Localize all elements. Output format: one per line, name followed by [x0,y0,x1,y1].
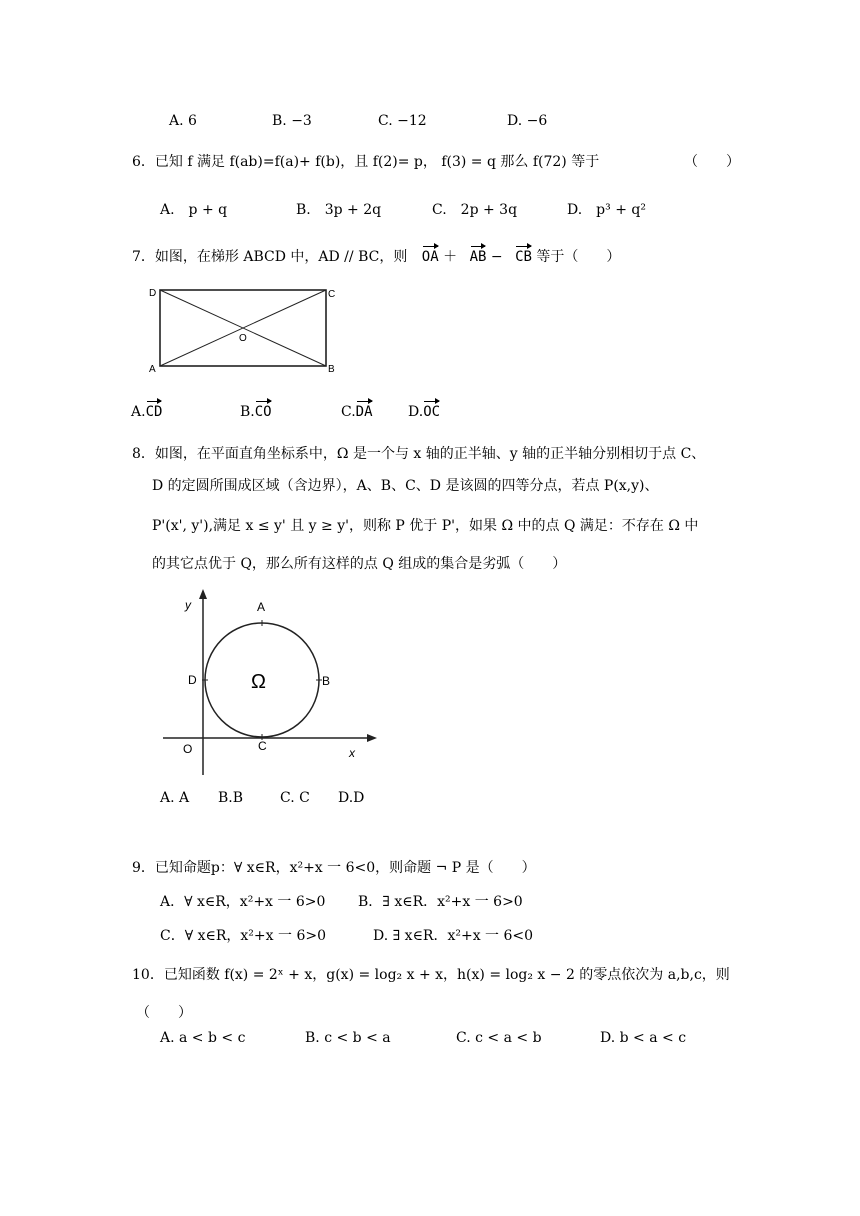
q8-option-a: A. A [160,790,190,806]
q5-option-b: B. −3 [272,113,312,129]
q7-figure [146,280,346,378]
q7-option-b: B.CO [240,404,272,420]
q10-option-b: B. c < b < a [305,1030,391,1046]
q7-option-a: A.CD [131,404,163,420]
q6-option-d: D. p³ + q² [567,202,646,218]
q8-line-1: 8．如图，在平面直角坐标系中，Ω 是一个与 x 轴的正半轴、y 轴的正半轴分别相切于点 C、 [132,446,706,462]
label-y: y [185,598,191,612]
q8-line-4: 的其它点优于 Q，那么所有这样的点 Q 组成的集合是劣弧（ ） [152,556,567,572]
label-c: C [258,739,267,753]
label-a: A [257,600,266,614]
label-d: D [149,288,157,299]
q8-option-c: C. C [280,790,310,806]
q10-option-c: C. c < a < b [456,1030,542,1046]
q6-paren: （ ） [684,154,740,170]
label-b: B [328,364,335,375]
x-axis-arrow [367,734,377,742]
q6-option-c: C. 2p + 3q [432,202,518,218]
q8-option-b: B.B [218,790,244,806]
q8-line-3: P'(x', y'),满足 x ≤ y' 且 y ≥ y'，则称 P 优于 P'，如果 Ω 中的点 Q 满足：不存在 Ω 中 [152,518,699,534]
q7-plus: ＋ [443,249,458,265]
label-d: D [188,673,197,687]
q5-option-d: D. −6 [507,113,548,129]
label-origin: O [183,742,193,756]
q7-vector-cb: CB [515,249,532,265]
q9-text: 9．已知命题p：∀ x∈R，x²+x 一 6<0，则命题 ¬ P 是（ ） [132,860,536,876]
q7-minus: − [490,249,503,265]
label-c: C [328,289,336,300]
label-b: B [322,674,331,688]
label-x: x [349,746,355,760]
q7-option-c: C.DA [341,404,373,420]
q7-text [132,246,620,266]
q10-paren: （ ） [136,1005,192,1021]
label-omega: Ω [251,671,266,693]
q9-option-c: C．∀ x∈R，x²+x 一 6>0 [160,928,326,944]
q5-option-a: A. 6 [169,113,197,129]
q9-option-b: B．∃ x∈R．x²+x 一 6>0 [358,894,523,910]
q8-option-d: D.D [338,790,365,806]
q5-option-c: C. −12 [378,113,427,129]
y-axis-arrow [199,589,207,599]
q7-option-d: D.OC [408,404,441,420]
label-o: O [239,333,247,344]
q8-line-2: D 的定圆所围成区域（含边界），A、B、C、D 是该圆的四等分点，若点 P(x,y)、 [152,478,659,494]
q9-option-a: A．∀ x∈R，x²+x 一 6>0 [160,894,326,910]
q6-text: 6．已知 f 满足 f(ab)=f(a)+ f(b)，且 f(2)= p， f(3) = q 那么 f(72) 等于 [132,154,600,170]
q10-option-a: A. a < b < c [160,1030,246,1046]
q9-option-d: D. ∃ x∈R．x²+x 一 6<0 [373,928,534,944]
q6-option-b: B. 3p + 2q [296,202,382,218]
q7-vector-ab: AB [469,249,487,265]
q7-suffix: 等于（ ） [536,249,621,265]
q7-vector-oa: OA [421,249,439,265]
q7-prefix: 7．如图，在梯形 ABCD 中，AD // BC，则 [132,249,408,265]
q6-option-a: A. p + q [160,202,228,218]
q10-option-d: D. b < a < c [600,1030,687,1046]
q10-text: 10．已知函数 f(x) = 2ˣ + x，g(x) = log₂ x + x，h(x) = log₂ x − 2 的零点依次为 a,b,c，则 [132,967,730,983]
q8-figure [155,585,395,780]
label-a: A [149,364,156,375]
